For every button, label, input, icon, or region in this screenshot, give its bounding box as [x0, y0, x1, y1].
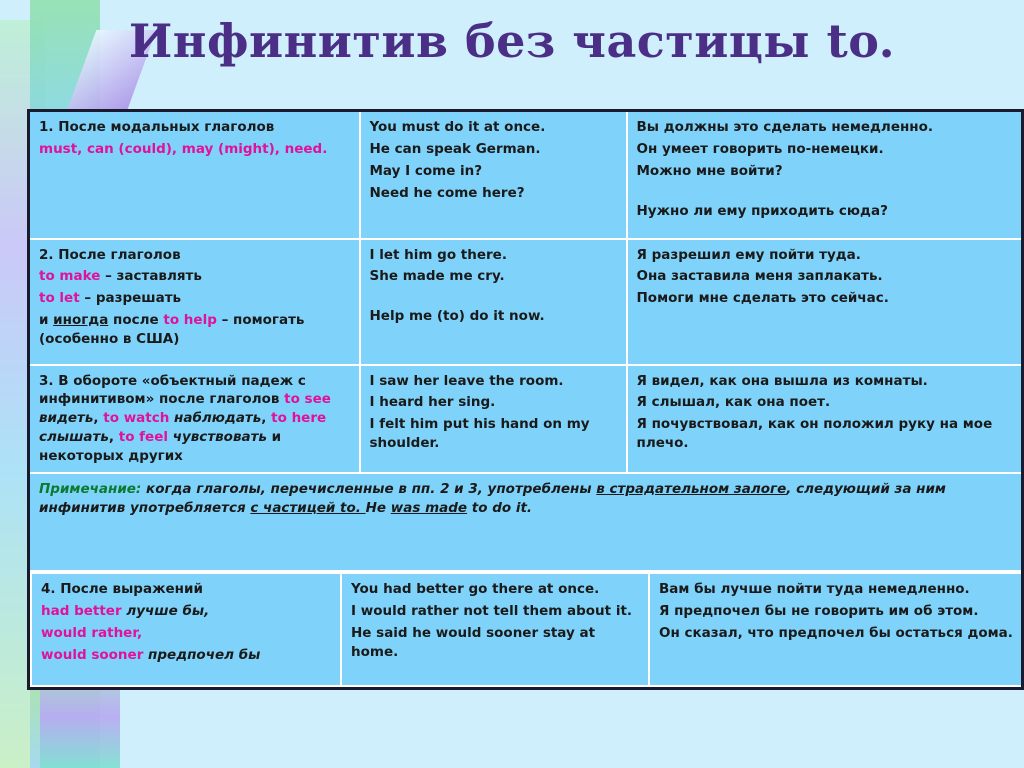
example-cell — [360, 365, 627, 473]
table-row — [29, 571, 1023, 689]
translation-line: Я слышал, как она поет. — [636, 394, 831, 411]
verb-ru: видеть — [39, 410, 94, 427]
text: , — [108, 429, 119, 446]
translation-line: Можно мне войти? — [636, 162, 783, 179]
text: после — [108, 312, 164, 329]
example-cell — [360, 111, 627, 239]
example-line: You had better go there at once. — [351, 580, 600, 597]
translation-cell — [627, 239, 1023, 365]
verb-en: had better — [41, 602, 122, 619]
table-row — [29, 111, 1023, 239]
example-cell — [360, 239, 627, 365]
rule-heading: 4. После выражений — [41, 580, 203, 597]
rule-heading: 2. После глаголов — [39, 246, 181, 263]
verb-en: to make — [39, 268, 101, 285]
verb-ru: – помогать (особенно в США) — [39, 312, 305, 348]
example-line: I would rather not tell them about it. — [351, 602, 633, 619]
example-line: I heard her sing. — [369, 394, 496, 411]
note-cell — [29, 473, 1023, 571]
example-line: Help me (to) do it now. — [369, 308, 545, 325]
text: и — [39, 312, 54, 329]
text: 3. В обороте «объектный падеж с инфинитивом» после глаголов — [39, 372, 306, 408]
row4-container — [29, 571, 1023, 689]
verb-ru: наблюдать — [169, 410, 262, 427]
example-line: Need he come here? — [369, 184, 525, 201]
translation-line: Он сказал, что предпочел бы остаться дома. — [659, 624, 1013, 641]
underlined-text: иногда — [53, 312, 109, 329]
note-text: Не — [365, 499, 391, 516]
verb-ru: лучше бы, — [121, 602, 210, 619]
verb-en: to here — [271, 410, 327, 427]
translation-line: Я почувствовал, как он положил руку на мое плечо. — [636, 416, 993, 452]
verb-ru: слышать — [39, 429, 109, 446]
translation-line: Я предпочел бы не говорить им об этом. — [659, 602, 979, 619]
verb-en: to feel — [118, 429, 168, 446]
note-text: to do it. — [467, 499, 533, 516]
table-row — [29, 365, 1023, 473]
text: , — [93, 410, 104, 427]
note-label: Примечание: — [39, 480, 142, 497]
rule-heading: 1. После модальных глаголов — [39, 119, 275, 135]
translation-line: Нужно ли ему приходить сюда? — [636, 202, 888, 219]
translation-line: Помоги мне сделать это сейчас. — [636, 290, 889, 307]
verb-ru: чувствовать — [168, 429, 267, 446]
rule-cell — [29, 239, 360, 365]
translation-cell — [627, 111, 1023, 239]
note-underlined: в страдательном залоге — [596, 480, 787, 497]
row4-table — [30, 572, 1024, 687]
rule-cell — [29, 111, 360, 239]
text: , — [261, 410, 272, 427]
example-line: She made me cry. — [369, 268, 505, 285]
rule-verbs: must, can (could), may (might), need. — [39, 140, 328, 157]
example-line: May I come in? — [369, 162, 483, 179]
verb-en: would sooner — [41, 646, 144, 663]
example-line: I felt him put his hand on my shoulder. — [369, 416, 590, 452]
translation-line: Я видел, как она вышла из комнаты. — [636, 372, 928, 389]
example-line: I saw her leave the room. — [369, 372, 564, 389]
translation-cell — [627, 365, 1023, 473]
verb-ru: предпочел бы — [143, 646, 261, 663]
example-line: He can speak German. — [369, 140, 541, 157]
page-title: Инфинитив без частицы to. — [128, 14, 896, 68]
translation-cell — [649, 573, 1024, 686]
note-text: , следующий за ним инфинитив употребляется — [39, 480, 946, 516]
verb-en: to help — [163, 312, 217, 329]
verb-en: to watch — [103, 410, 170, 427]
verb-en: to see — [284, 391, 331, 408]
translation-line: Я разрешил ему пойти туда. — [636, 246, 861, 263]
verb-en: to let — [39, 290, 80, 307]
note-underlined: с частицей to. — [250, 499, 366, 516]
example-line: I let him go there. — [369, 246, 507, 263]
verb-en: would rather, — [41, 624, 143, 641]
example-cell — [341, 573, 649, 686]
rule-cell — [31, 573, 341, 686]
verb-ru: – заставлять — [100, 268, 202, 285]
text: и некоторых других — [39, 429, 282, 465]
translation-line: Она заставила меня заплакать. — [636, 268, 883, 285]
grammar-table — [27, 109, 1024, 690]
translation-line: Вам бы лучше пойти туда немедленно. — [659, 580, 970, 597]
note-text: когда глаголы, перечисленные в пп. 2 и 3, употреблены — [141, 480, 597, 497]
note-row — [29, 473, 1023, 571]
translation-line: Он умеет говорить по-немецки. — [636, 140, 884, 157]
table-row — [29, 239, 1023, 365]
example-line: He said he would sooner stay at home. — [351, 624, 596, 660]
example-line: You must do it at once. — [369, 119, 546, 135]
note-underlined: was made — [390, 499, 468, 516]
verb-ru: – разрешать — [79, 290, 182, 307]
translation-line: Вы должны это сделать немедленно. — [636, 119, 934, 135]
rule-cell — [29, 365, 360, 473]
